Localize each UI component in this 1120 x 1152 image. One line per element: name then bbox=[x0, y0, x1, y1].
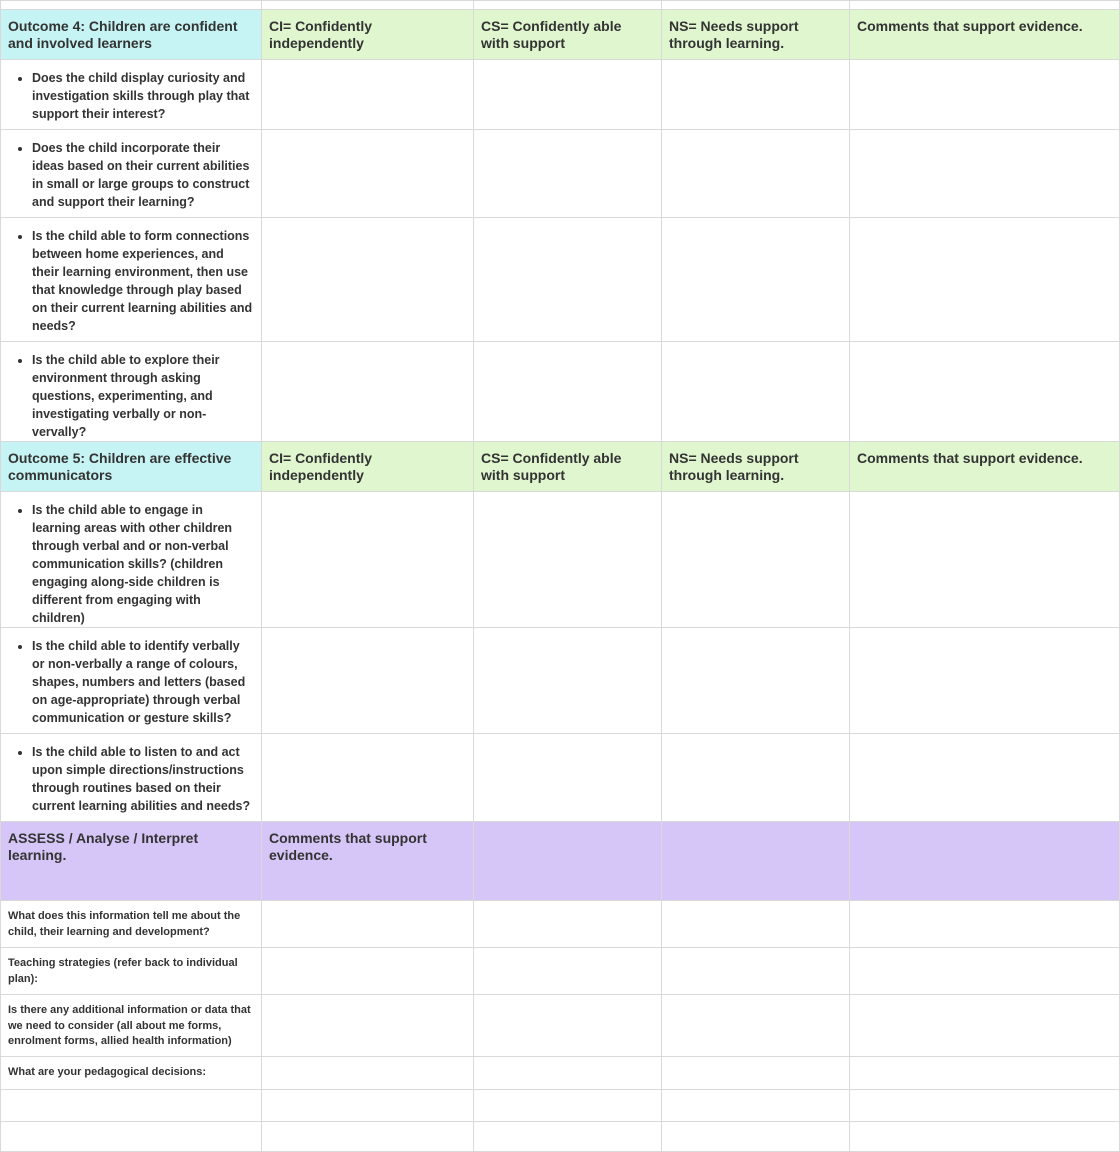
question-row bbox=[1, 492, 1120, 628]
table-cell[interactable] bbox=[850, 1057, 1120, 1090]
question-text: • Is the child able to identify verbally or non-verbally a range of colours, shapes, numbers and letters (based on age-appropriate) through verbal communication or gesture skills? bbox=[32, 637, 253, 727]
assess-comment-cell[interactable] bbox=[262, 948, 474, 995]
table-cell[interactable] bbox=[474, 1122, 662, 1152]
empty-row bbox=[1, 1122, 1120, 1152]
table-cell[interactable] bbox=[662, 1090, 850, 1122]
assess-question[interactable]: Teaching strategies (refer back to individual plan): bbox=[1, 948, 262, 995]
assess-question[interactable]: Is there any additional information or data that we need to consider (all about me forms, enrolment forms, allied health information) bbox=[1, 995, 262, 1057]
rating-cell-ci[interactable] bbox=[262, 60, 474, 130]
question-text: • Is the child able to explore their environment through asking questions, experimenting, and investigating verbally or non-vervally? bbox=[32, 351, 253, 441]
rating-cell-ci[interactable] bbox=[262, 218, 474, 342]
table-cell[interactable] bbox=[1, 1090, 262, 1122]
question-cell[interactable] bbox=[1, 130, 262, 218]
rating-cell-ns[interactable] bbox=[662, 628, 850, 734]
rating-header-ci[interactable]: CI= Confidently independently bbox=[262, 442, 474, 492]
comments-cell[interactable] bbox=[850, 130, 1120, 218]
rating-cell-ns[interactable] bbox=[662, 492, 850, 628]
comments-cell[interactable] bbox=[850, 734, 1120, 822]
rating-header-ns[interactable]: NS= Needs support through learning. bbox=[662, 10, 850, 60]
comments-cell[interactable] bbox=[850, 492, 1120, 628]
question-cell[interactable] bbox=[1, 492, 262, 628]
question-cell[interactable] bbox=[1, 342, 262, 442]
rating-cell-ns[interactable] bbox=[662, 342, 850, 442]
table-cell[interactable] bbox=[474, 948, 662, 995]
question-text: • Is the child able to engage in learning areas with other children through verbal and or non-verbal communication skills? (children engaging along-side children is different from engaging with children) bbox=[32, 501, 253, 627]
rating-cell-ci[interactable] bbox=[262, 628, 474, 734]
table-cell[interactable] bbox=[850, 1, 1120, 10]
table-cell[interactable] bbox=[662, 1122, 850, 1152]
rating-cell-ci[interactable] bbox=[262, 492, 474, 628]
rating-header-comments[interactable]: Comments that support evidence. bbox=[850, 442, 1120, 492]
assess-comment-cell[interactable] bbox=[262, 995, 474, 1057]
comments-cell[interactable] bbox=[850, 60, 1120, 130]
outcome-5-header-row bbox=[1, 442, 1120, 492]
question-row bbox=[1, 734, 1120, 822]
table-cell[interactable] bbox=[474, 1057, 662, 1090]
table-cell[interactable] bbox=[1, 1, 262, 10]
rating-cell-ns[interactable] bbox=[662, 130, 850, 218]
assess-header-cell[interactable] bbox=[662, 822, 850, 901]
table-cell[interactable] bbox=[850, 1122, 1120, 1152]
assess-header-cell[interactable] bbox=[474, 822, 662, 901]
assess-row bbox=[1, 1057, 1120, 1090]
assess-title[interactable]: ASSESS / Analyse / Interpret learning. bbox=[1, 822, 262, 901]
rating-cell-ns[interactable] bbox=[662, 60, 850, 130]
question-cell[interactable] bbox=[1, 628, 262, 734]
table-cell[interactable] bbox=[662, 948, 850, 995]
rating-cell-cs[interactable] bbox=[474, 342, 662, 442]
rating-header-comments[interactable]: Comments that support evidence. bbox=[850, 10, 1120, 60]
table-cell[interactable] bbox=[850, 948, 1120, 995]
question-row bbox=[1, 218, 1120, 342]
table-cell[interactable] bbox=[1, 1122, 262, 1152]
outcome-5-title[interactable]: Outcome 5: Children are effective communicators bbox=[1, 442, 262, 492]
table-cell[interactable] bbox=[262, 1122, 474, 1152]
assess-comment-cell[interactable] bbox=[262, 901, 474, 948]
table-cell[interactable] bbox=[262, 1, 474, 10]
rating-cell-cs[interactable] bbox=[474, 218, 662, 342]
rating-header-cs[interactable]: CS= Confidently able with support bbox=[474, 10, 662, 60]
table-cell[interactable] bbox=[850, 901, 1120, 948]
rating-header-ci[interactable]: CI= Confidently independently bbox=[262, 10, 474, 60]
comments-cell[interactable] bbox=[850, 342, 1120, 442]
question-text: • Does the child display curiosity and investigation skills through play that support their interest? bbox=[32, 69, 253, 123]
rating-header-ns[interactable]: NS= Needs support through learning. bbox=[662, 442, 850, 492]
table-cell[interactable] bbox=[474, 1090, 662, 1122]
outcome-4-header-row bbox=[1, 10, 1120, 60]
rating-cell-cs[interactable] bbox=[474, 130, 662, 218]
assess-question[interactable]: What does this information tell me about the child, their learning and development? bbox=[1, 901, 262, 948]
question-cell[interactable] bbox=[1, 734, 262, 822]
table-cell[interactable] bbox=[474, 995, 662, 1057]
table-cell[interactable] bbox=[662, 1, 850, 10]
assess-row bbox=[1, 948, 1120, 995]
rating-header-cs[interactable]: CS= Confidently able with support bbox=[474, 442, 662, 492]
table-cell[interactable] bbox=[850, 1090, 1120, 1122]
rating-cell-ns[interactable] bbox=[662, 734, 850, 822]
rating-cell-cs[interactable] bbox=[474, 60, 662, 130]
rating-cell-cs[interactable] bbox=[474, 492, 662, 628]
rating-cell-ns[interactable] bbox=[662, 218, 850, 342]
table-cell[interactable] bbox=[850, 995, 1120, 1057]
assess-question[interactable]: What are your pedagogical decisions: bbox=[1, 1057, 262, 1090]
assess-header-row bbox=[1, 822, 1120, 901]
question-row bbox=[1, 342, 1120, 442]
rating-cell-ci[interactable] bbox=[262, 342, 474, 442]
question-row bbox=[1, 60, 1120, 130]
question-text: • Is the child able to listen to and act upon simple directions/instructions through routines based on their current learning abilities and needs? bbox=[32, 743, 253, 815]
question-text: • Does the child incorporate their ideas based on their current abilities in small or large groups to construct and support their learning? bbox=[32, 139, 253, 211]
rating-cell-ci[interactable] bbox=[262, 734, 474, 822]
rating-cell-ci[interactable] bbox=[262, 130, 474, 218]
empty-row bbox=[1, 1090, 1120, 1122]
outcome-4-title[interactable]: Outcome 4: Children are confident and involved learners bbox=[1, 10, 262, 60]
table-cell[interactable] bbox=[662, 1057, 850, 1090]
question-row bbox=[1, 130, 1120, 218]
comments-cell[interactable] bbox=[850, 218, 1120, 342]
assess-row bbox=[1, 901, 1120, 948]
assess-comments-header[interactable]: Comments that support evidence. bbox=[262, 822, 474, 901]
table-cell[interactable] bbox=[262, 1090, 474, 1122]
rating-cell-cs[interactable] bbox=[474, 628, 662, 734]
question-row bbox=[1, 628, 1120, 734]
assess-row bbox=[1, 995, 1120, 1057]
table-cell[interactable] bbox=[662, 901, 850, 948]
table-cell[interactable] bbox=[474, 1, 662, 10]
rating-cell-cs[interactable] bbox=[474, 734, 662, 822]
table-cell[interactable] bbox=[662, 995, 850, 1057]
question-cell[interactable] bbox=[1, 60, 262, 130]
top-strip-row bbox=[1, 1, 1120, 10]
question-text: • Is the child able to form connections between home experiences, and their learning environment, then use that knowledge through play based on their current learning abilities and needs? bbox=[32, 227, 253, 335]
question-cell[interactable] bbox=[1, 218, 262, 342]
table-cell[interactable] bbox=[474, 901, 662, 948]
comments-cell[interactable] bbox=[850, 628, 1120, 734]
assess-comment-cell[interactable] bbox=[262, 1057, 474, 1090]
assess-header-cell[interactable] bbox=[850, 822, 1120, 901]
